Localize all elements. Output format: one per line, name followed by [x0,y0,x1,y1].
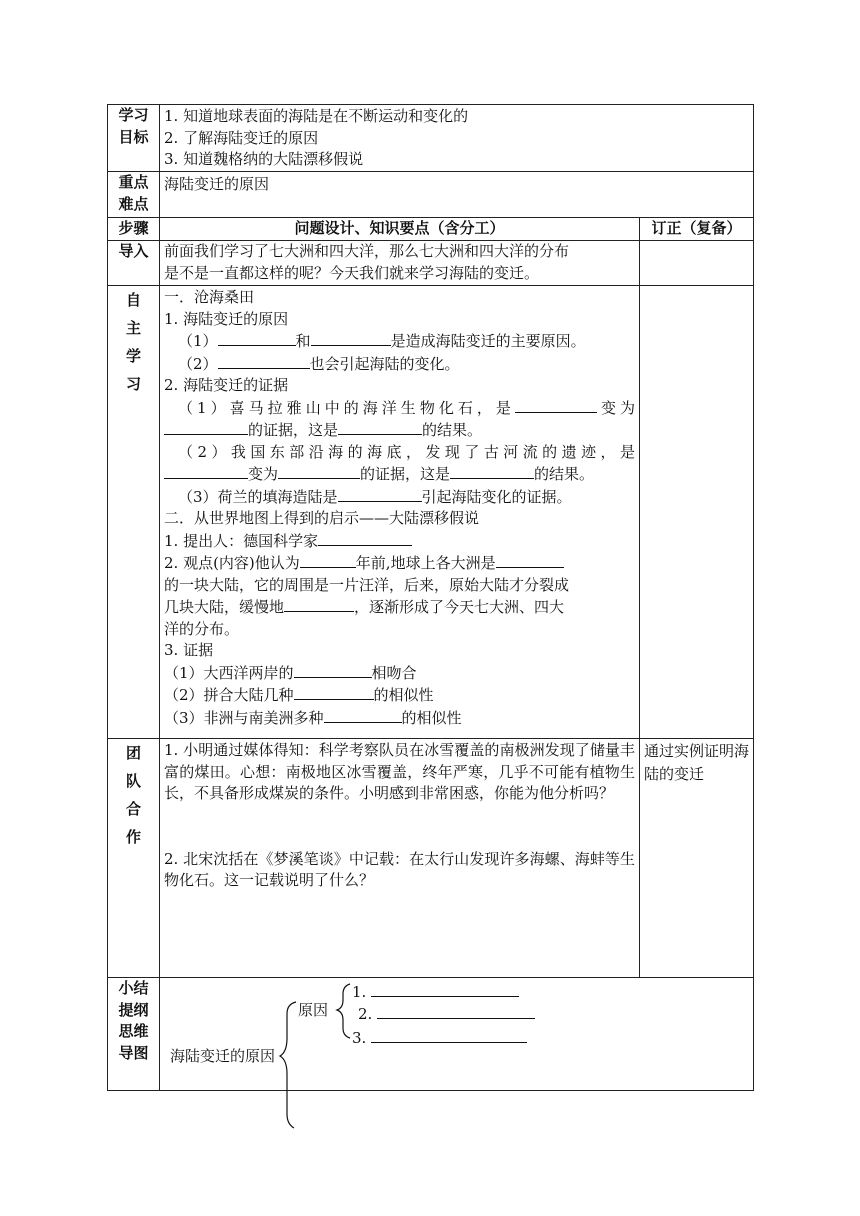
mindmap-root: 海陆变迁的原因 [170,1047,276,1065]
intro-label: 导入 [108,241,160,286]
team-question-2: 2. 北宋沈括在《梦溪笔谈》中记载：在太行山发现许多海螺、海蚌等生物化石。这一记载说明了什么？ [164,849,635,889]
intro-line: 前面我们学习了七大洲和四大洋，那么七大洲和四大洋的分布 [164,242,570,260]
header-design: 问题设计、知识要点（含分工） [160,218,640,241]
fill-blank[interactable] [218,330,296,346]
view-line-4: 洋的分布。 [164,619,240,638]
mindmap-item-3: 3. [352,1028,527,1048]
self-study-content [160,286,640,739]
proof-1: （1）大西洋两岸的 相吻合 [164,663,417,682]
key-content: 海陆变迁的原因 [160,172,754,218]
team-note: 通过实例证明海陆的变迁 [640,739,754,978]
fill-blank[interactable] [450,463,534,479]
fill-blank[interactable] [496,552,564,568]
fill-blank[interactable] [164,463,248,479]
fill-blank[interactable] [324,707,402,723]
fill-blank[interactable] [338,486,422,502]
fill-blank[interactable] [284,596,354,612]
mindmap [160,978,754,1091]
section-title: 一．沧海桑田 [164,288,255,306]
view-line-3: 几块大陆，缓慢地 ，逐渐形成了今天七大洲、四大 [164,598,565,616]
lesson-plan-table [107,104,754,1091]
cause-2: （2） 也会引起海陆的变化。 [178,354,460,373]
intro-content [160,241,640,286]
team-label: 团 队 合 作 [108,739,160,978]
self-study-row [108,286,754,739]
goals-label: 学习目标 [108,105,160,172]
view-line-2: 的一块大陆，它的周围是一片汪洋，后来，原始大陆才分裂成 [164,575,570,594]
summary-row [108,978,754,1091]
key-label: 重点难点 [108,172,160,218]
fill-blank[interactable] [164,419,248,435]
proof-3: （3）非洲与南美洲多种 的相似性 [164,708,462,727]
header-correct: 订正（复备） [640,218,754,241]
goals-row [108,105,754,172]
intro-row [108,241,754,286]
section-title: 二．从世界地图上得到的启示——大陆漂移假说 [164,509,480,527]
fill-blank[interactable] [218,353,310,369]
team-content [160,739,640,978]
key-row [108,172,754,218]
view-line-1: 2. 观点(内容)他认为 年前,地球上各大洲是 [164,552,635,575]
self-study-correct [640,286,754,739]
intro-line: 是不是一直都这样的呢？今天我们就来学习海陆的变迁。 [164,263,540,282]
mindmap-brace-icon [160,978,640,1138]
subsection-title: 2. 海陆变迁的证据 [164,376,289,394]
mindmap-item-2: 2. [358,1004,535,1024]
fill-blank[interactable] [294,662,372,678]
fill-blank[interactable] [318,530,412,546]
intro-correct [640,241,754,286]
summary-label: 小结 提纲 思维 导图 [108,978,160,1091]
evidence-1-cont: 的证据，这是 的结果。 [164,419,635,442]
proof-2: （2）拼合大陆几种 的相似性 [164,686,434,704]
cause-1: （1） 和 是造成海陆变迁的主要原因。 [178,332,586,350]
header-row [108,218,754,241]
goals-content [160,105,754,172]
self-study-label: 自 主 学 习 [108,286,160,739]
team-row [108,739,754,978]
fill-blank[interactable] [294,684,374,700]
subsection-title: 3. 证据 [164,641,214,659]
subsection-title: 1. 海陆变迁的原因 [164,309,289,328]
goal-item: 1. 知道地球表面的海陆是在不断运动和变化的 [164,107,469,125]
evidence-1: （1）喜马拉雅山中的海洋生物化石，是 变为 [178,398,635,417]
fill-blank[interactable] [515,397,597,413]
mindmap-branch: 原因 [298,1001,329,1019]
goal-item: 2. 了解海陆变迁的原因 [164,128,319,147]
fill-blank[interactable] [278,463,360,479]
fill-blank[interactable] [338,419,422,435]
team-question-1: 1. 小明通过媒体得知：科学考察队员在冰雪覆盖的南极洲发现了储量丰富的煤田。心想：南极地区冰雪覆盖，终年严寒，几乎不可能有植物生长，不具备形成煤炭的条件。小明感到非常困惑，你能为他分析吗？ [164,741,635,802]
mindmap-item-1: 1. [352,982,519,1002]
evidence-2-cont: 变为 的证据，这是 的结果。 [164,463,635,486]
proposer: 1. 提出人：德国科学家 [164,530,635,553]
evidence-2: （2）我国东部沿海的海底，发现了古河流的遗迹，是 [178,442,635,461]
evidence-3: （3）荷兰的填海造陆是 引起海陆变化的证据。 [178,487,572,506]
header-step: 步骤 [108,218,160,241]
goal-item: 3. 知道魏格纳的大陆漂移假说 [164,150,364,168]
fill-blank[interactable] [311,330,391,346]
fill-blank[interactable] [300,552,356,568]
